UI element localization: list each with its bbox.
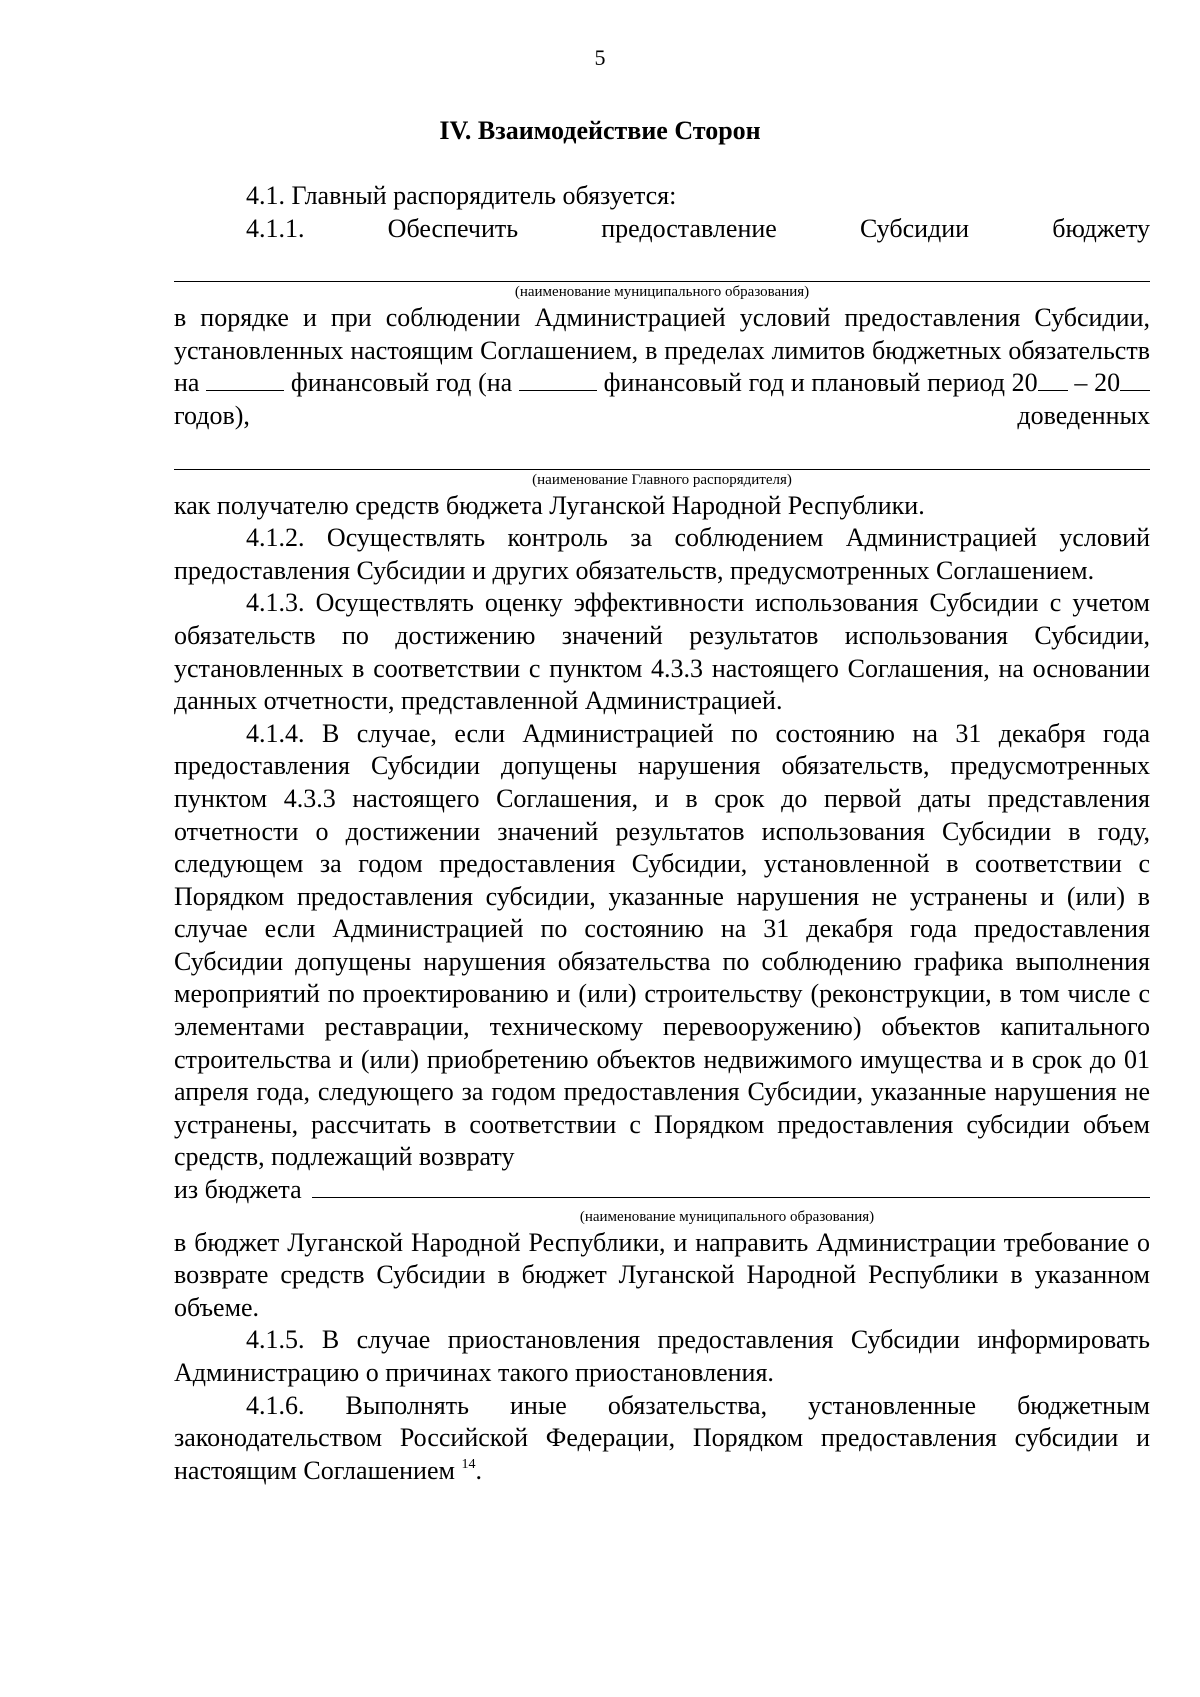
- clause-4-1-1-body-a: в порядке и при соблюдении Администрацией условий предоставления Субсидии, установленных настоящим Соглашением, в пределах лимитов бюджетных обязательств на: [174, 303, 1150, 398]
- clause-4-1-1-body-c: финансовый год и плановый период 20: [603, 368, 1038, 398]
- clause-4-1-2: 4.1.2. Осуществлять контроль за соблюдением Администрацией условий предоставления Субсидии и других обязательств, предусмотренных Соглашением.: [174, 523, 1150, 585]
- year-blank-1: [206, 372, 284, 391]
- section-title: IV. Взаимодействие Сторон: [439, 116, 761, 145]
- year-blank-2: [519, 372, 597, 391]
- chief-manager-blank-line: [174, 433, 1150, 470]
- municipality-caption: (наименование муниципального образования): [514, 284, 810, 301]
- document-body: [174, 180, 1150, 1487]
- clause-4-1-4-tail: в бюджет Луганской Народной Республики, и направить Администрации требование о возврате средств Субсидии в бюджет Луганской Народной Республики в указанном объеме.: [174, 1227, 1150, 1322]
- page-number: 5: [594, 45, 606, 70]
- municipality-caption-2: (наименование муниципального образования): [579, 1208, 875, 1225]
- clause-4-1-1-body-e: годов), доведенных: [174, 400, 1150, 430]
- from-budget-blank-line: [312, 1177, 1150, 1198]
- clause-4-1-6-end: .: [475, 1455, 482, 1485]
- clause-4-1-6-text: 4.1.6. Выполнять иные обязательства, установленные бюджетным законодательством Российской Федерации, Порядком предоставления субсидии и настоящим Соглашением: [174, 1390, 1150, 1485]
- clause-4-1-3: 4.1.3. Осуществлять оценку эффективности использования Субсидии с учетом обязательств по достижению значений результатов использования Субсидии, установленных в соответствии с пунктом 4.3.3 настоящего Соглашения, на основании данных отчетности, представленной Администрацией.: [174, 588, 1150, 716]
- municipality-blank-line: [174, 245, 1150, 282]
- year-blank-3: [1038, 372, 1068, 391]
- clause-4-1-5: 4.1.5. В случае приостановления предоставления Субсидии информировать Администрацию о причинах такого приостановления.: [174, 1325, 1150, 1387]
- footnote-ref[interactable]: 14: [461, 1456, 476, 1472]
- chief-manager-caption: (наименование Главного распорядителя): [532, 471, 792, 488]
- clause-4-1-6: [174, 1390, 1150, 1488]
- year-blank-4: [1120, 372, 1150, 391]
- clause-4-1-1-lead: 4.1.1. Обеспечить предоставление Субсидии бюджету: [246, 213, 1150, 243]
- clause-4-1: 4.1. Главный распорядитель обязуется:: [246, 181, 677, 210]
- clause-4-1-1-body-d: – 20: [1074, 368, 1121, 398]
- clause-4-1-4: 4.1.4. В случае, если Администрацией по состоянию на 31 декабря года предоставления Субсидии допущены нарушения обязательств, предусмотренных пунктом 4.3.3 настоящего Соглашения, и в срок до первой даты представления отчетности о достижении значений результатов использования Субсидии в году, следующем за годом предоставления Субсидии, установленной в соответствии с Порядком предоставления субсидии, указанные нарушения не устранены и (или) в случае если Администрацией по состоянию на 31 декабря года предоставления Субсидии допущены нарушения обязательства по соблюдению графика выполнения мероприятий по проектированию и (или) строительству (реконструкции, в том числе с элементами реставрации, техническому перевооружению) объектов капитального строительства и (или) приобретению объектов недвижимого имущества и в срок до 01 апреля года, следующего за годом предоставления Субсидии, указанные нарушения не устранены, рассчитать в соответствии с Порядком предоставления субсидии объем средств, подлежащий возврату: [174, 718, 1150, 1172]
- clause-4-1-1-body-b: финансовый год (на: [290, 368, 513, 398]
- from-budget-label: из бюджета: [174, 1175, 302, 1205]
- clause-4-1-1-body: [174, 302, 1150, 432]
- clause-4-1-4-from-budget-line: [174, 1174, 1150, 1207]
- clause-4-1-1-tail: как получателю средств бюджета Луганской Народной Республики.: [174, 490, 925, 520]
